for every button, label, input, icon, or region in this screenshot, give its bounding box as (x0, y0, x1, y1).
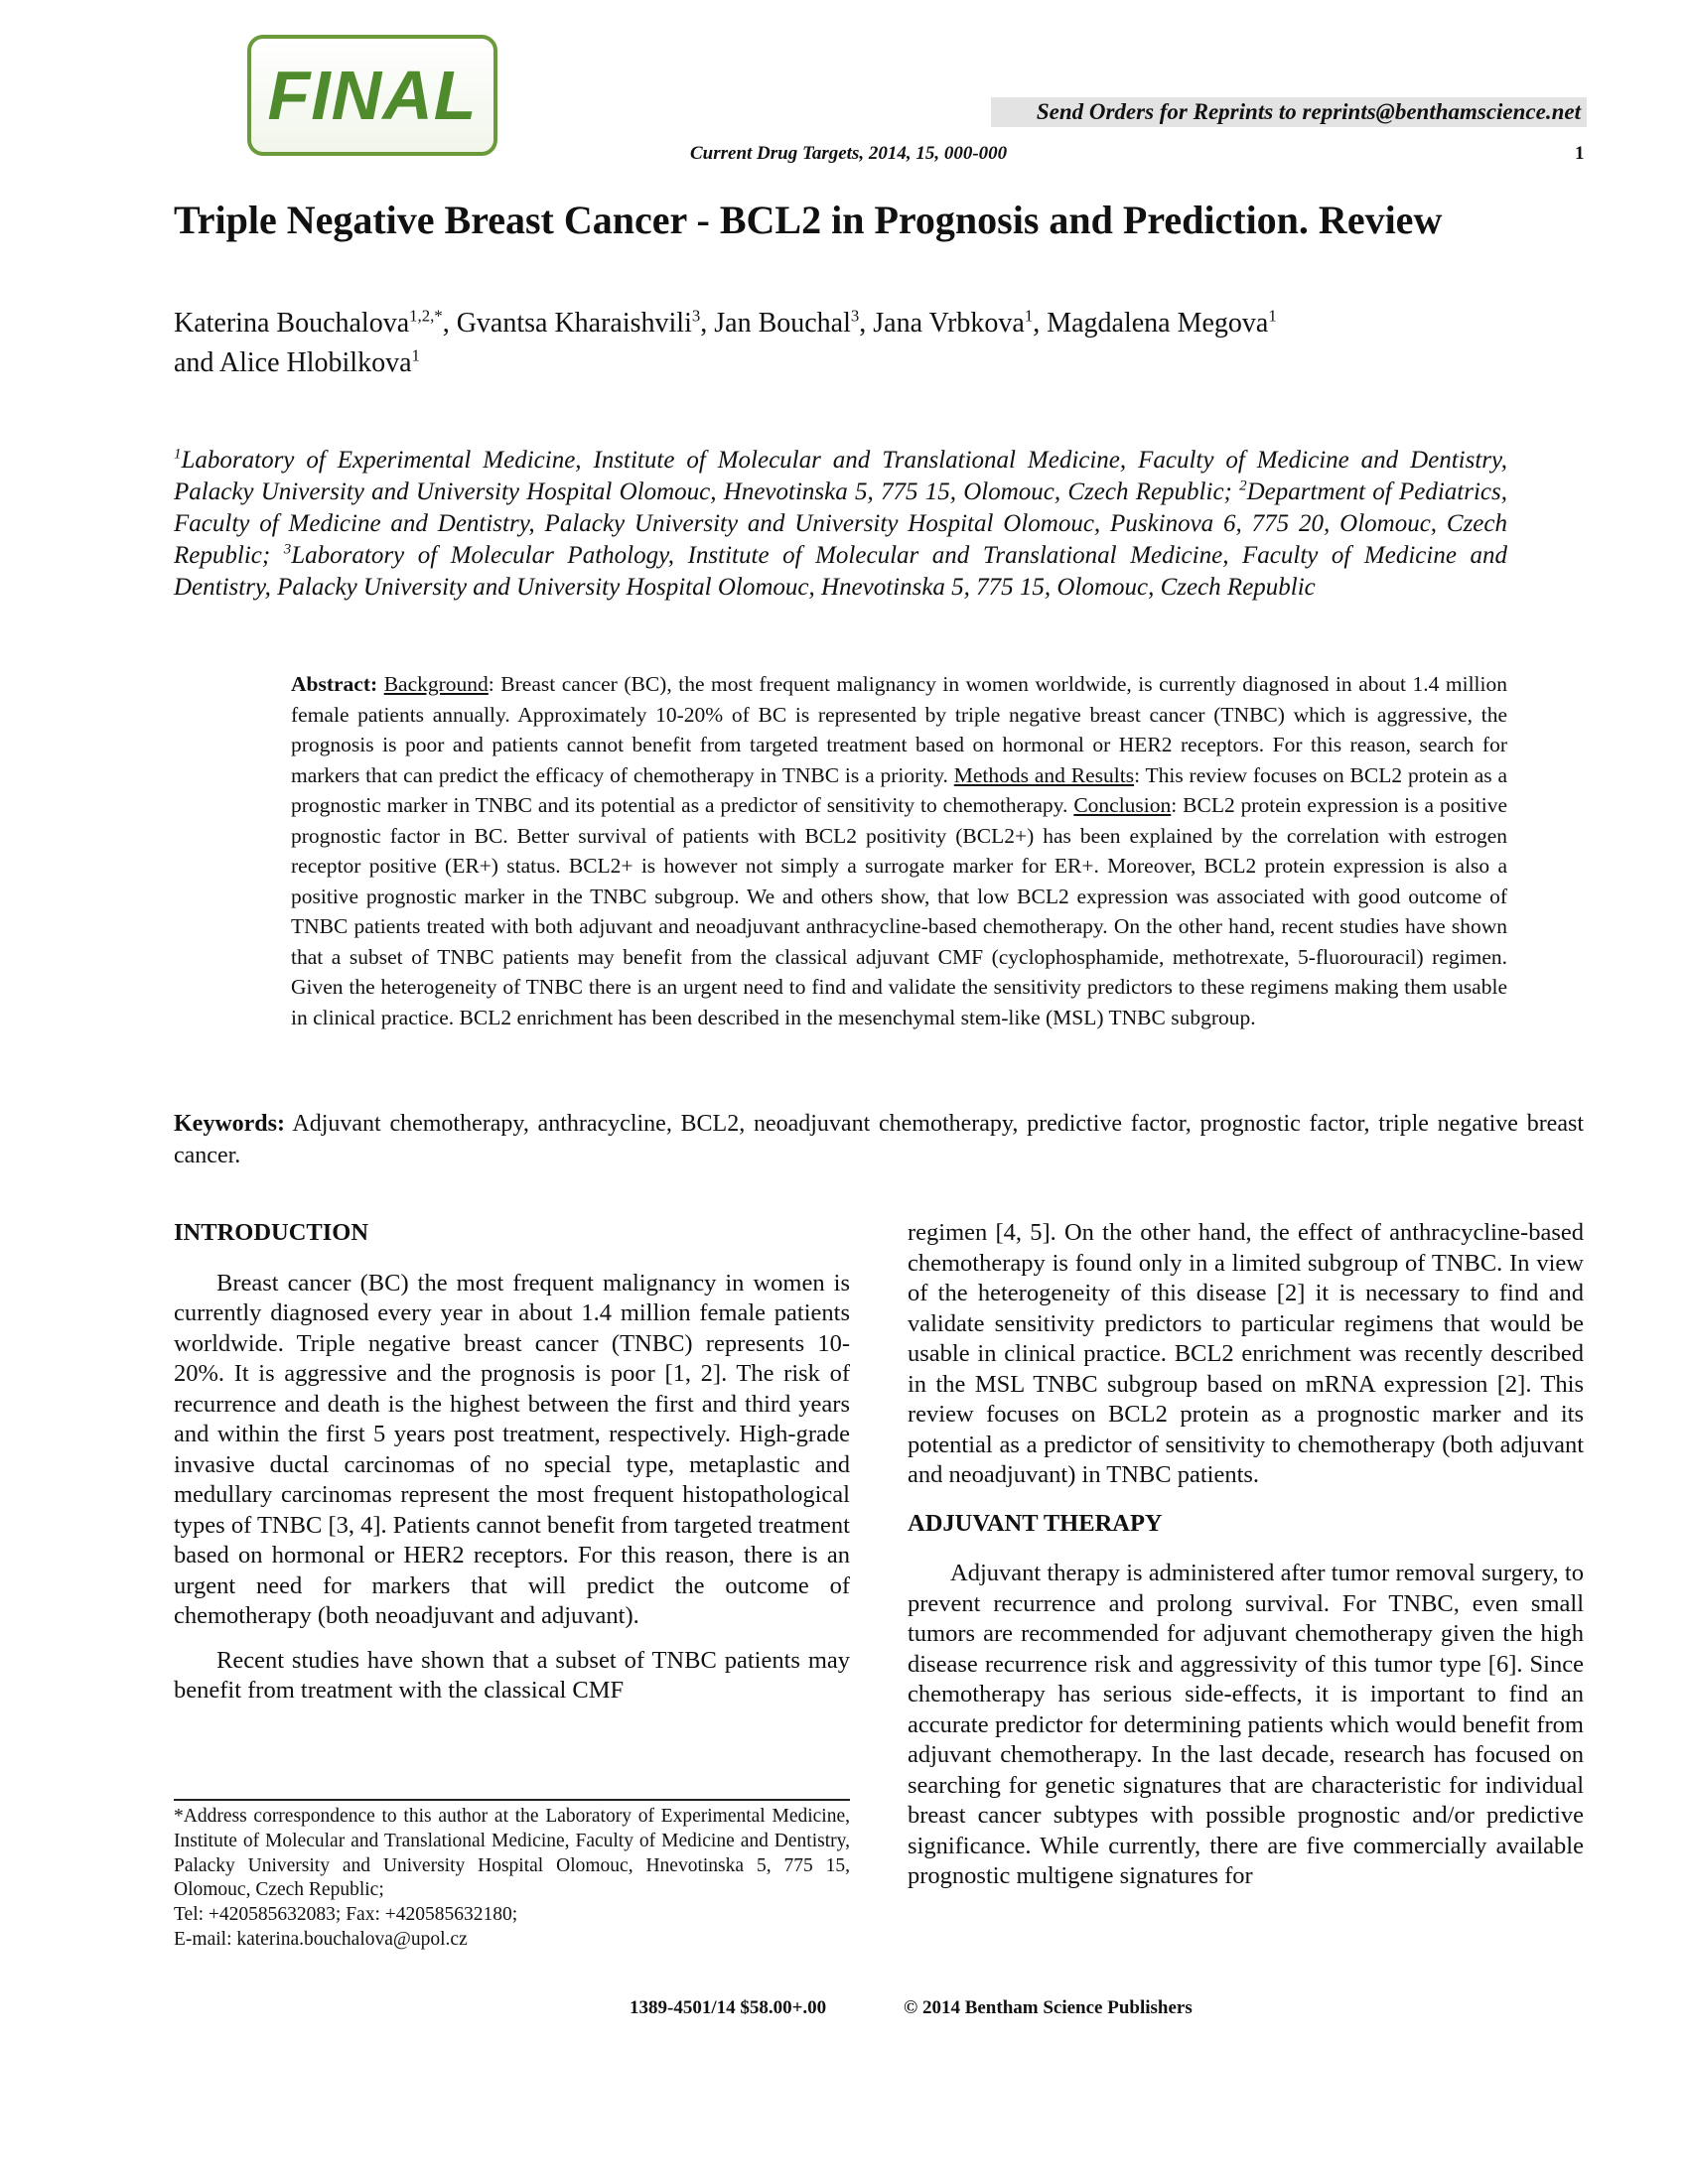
keywords (174, 1108, 1584, 1171)
author-name: Alice Hlobilkova (218, 347, 412, 378)
author-separator: , (859, 308, 874, 339)
reprints-banner: Send Orders for Reprints to reprints@benthamscience.net (991, 97, 1587, 127)
author-separator: , (1033, 308, 1048, 339)
final-logo (247, 35, 497, 156)
abstract-background-label: Background (383, 672, 489, 696)
author-affiliation-mark: 1,2,* (409, 306, 443, 326)
author-affiliation-mark: 1 (411, 345, 420, 365)
left-column (174, 1218, 850, 1706)
author-name: Katerina Bouchalova (174, 308, 410, 339)
affiliations (174, 445, 1507, 604)
correspondence-address: *Address correspondence to this author at the Laboratory of Experimental Medicine, Institute of Molecular and Translational Medicine, Faculty of Medicine and Dentistry, Palacky University and University Hospital Olomouc, Hnevotinska 5, 775 15, Olomouc, Czech Republic; (174, 1806, 850, 1901)
author-affiliation-mark: 1 (1268, 306, 1277, 326)
abstract (291, 669, 1507, 1032)
abstract-label: Abstract: (291, 672, 378, 696)
correspondence-footnote (174, 1805, 850, 1953)
article-title: Triple Negative Breast Cancer - BCL2 in Prognosis and Prediction. Review (174, 198, 1443, 242)
abstract-conclusion-text: : BCL2 protein expression is a positive prognostic factor in BC. Better survival of patients with BCL2 positivity (BCL2+) has been explained by the correlation with estrogen receptor positive (ER+) status. BCL2+ is however not simply a surrogate marker for ER+. Moreover, BCL2 protein expression is also a positive prognostic marker in the TNBC subgroup. We and others show, that low BCL2 expression was associated with good outcome of TNBC patients treated with both adjuvant and neoadjuvant anthracycline-based chemotherapy. On the other hand, recent studies have shown that a subset of TNBC patients may benefit from the classical adjuvant CMF (cyclophosphamide, methotrexate, 5-fluorouracil) regimen. Given the heterogeneity of TNBC there is an urgent need to find and validate the sensitivity predictors to these regimens making them usable in clinical practice. BCL2 enrichment has been described in the mesenchymal stem-like (MSL) TNBC subgroup. (291, 793, 1507, 1029)
author-affiliation-mark: 1 (1024, 306, 1034, 326)
body-paragraph: Recent studies have shown that a subset of TNBC patients may benefit from treatment with the classical CMF (174, 1646, 850, 1704)
author-list (174, 304, 1484, 383)
author-affiliation-mark: 3 (691, 306, 701, 326)
section-heading-introduction: INTRODUCTION (174, 1219, 369, 1246)
abstract-conclusion-label: Conclusion (1073, 793, 1172, 817)
body-paragraph: Breast cancer (BC) the most frequent malignancy in women is currently diagnosed every year in about 1.4 million female patients worldwide. Triple negative breast cancer (TNBC) represents 10-20%. It is aggressive and the prognosis is poor [1, 2]. The risk of recurrence and death is the highest between the first and third years and within the first 5 years post treatment, respectively. High-grade invasive ductal carcinomas of no special type, metaplastic and medullary carcinomas represent the most frequent histopathological types of TNBC [3, 4]. Patients cannot benefit from targeted treatment based on hormonal or HER2 receptors. For this reason, there is an urgent need for markers that will predict the outcome of chemotherapy (both neoadjuvant and adjuvant). (174, 1269, 850, 1629)
author-separator: and (174, 347, 219, 378)
right-column (908, 1218, 1584, 1892)
keywords-text: Adjuvant chemotherapy, anthracycline, BCL2, neoadjuvant chemotherapy, predictive factor, prognostic factor, triple negative breast cancer. (174, 1111, 1584, 1168)
affiliation-text: Department of Pediatrics, Faculty of Medicine and Dentistry, Palacky University and University Hospital Olomouc, Puskinova 6, 775 20, Olomouc, Czech Republic; (174, 478, 1507, 569)
affiliation-text: Laboratory of Experimental Medicine, Institute of Molecular and Translational Medicine, Faculty of Medicine and Dentistry, Palacky University and University Hospital Olomouc, Hnevotinska 5, 775 15, Olomouc, Czech Republic; (174, 447, 1507, 505)
footnote-divider (174, 1799, 850, 1801)
author-separator: , (700, 308, 715, 339)
abstract-methods-text: : This review focuses on BCL2 protein as a prognostic marker in TNBC and its potential as a predictor of sensitivity to chemotherapy. (291, 762, 1507, 817)
journal-citation: Current Drug Targets, 2014, 15, 000-000 (690, 143, 1008, 164)
affiliation-number: 3 (283, 541, 292, 558)
author-name: Gvantsa Kharaishvili (456, 308, 692, 339)
author-name: Jana Vrbkova (873, 308, 1025, 339)
author-name: Jan Bouchal (714, 308, 851, 339)
correspondence-email: E-mail: katerina.bouchalova@upol.cz (174, 1928, 468, 1950)
body-paragraph: regimen [4, 5]. On the other hand, the effect of anthracycline-based chemotherapy is found only in a limited subgroup of TNBC. In view of the heterogeneity of this disease [2] it is necessary to find and validate sensitivity predictors to particular regimens that would be usable in clinical practice. BCL2 enrichment was recently described in the MSL TNBC subgroup based on mRNA expression [2]. This review focuses on BCL2 protein as a prognostic marker and its potential as a predictor of sensitivity to chemotherapy (both adjuvant and neoadjuvant) in TNBC patients. (908, 1219, 1584, 1488)
page-number: 1 (1575, 143, 1585, 164)
affiliation-number: 1 (174, 446, 182, 463)
keywords-label: Keywords: (174, 1111, 285, 1137)
issn-price: 1389-4501/14 $58.00+.00 (630, 1997, 827, 2018)
body-paragraph: Adjuvant therapy is administered after tumor removal surgery, to prevent recurrence and prolong survival. For TNBC, even small tumors are recommended for adjuvant chemotherapy given the high disease recurrence risk and aggressivity of this tumor type [6]. Since chemotherapy has serious side-effects, it is important to find an accurate predictor for determining patients which would benefit from adjuvant chemotherapy. In the last decade, research has focused on searching for genetic signatures that are characteristic for individual breast cancer subtypes with possible prognostic and/or predictive significance. While currently, there are five commercially available prognostic multigene signatures for (908, 1560, 1584, 1889)
abstract-methods-label: Methods and Results (953, 762, 1135, 787)
section-heading-adjuvant-therapy: ADJUVANT THERAPY (908, 1509, 1163, 1537)
author-affiliation-mark: 3 (850, 306, 860, 326)
affiliation-text: Laboratory of Molecular Pathology, Institute of Molecular and Translational Medicine, Faculty of Medicine and Dentistry, Palacky University and University Hospital Olomouc, Hnevotinska 5, 775 15, Olomouc, Czech Republic (174, 542, 1507, 601)
author-separator: , (442, 308, 457, 339)
affiliation-number: 2 (1239, 478, 1247, 494)
copyright: © 2014 Bentham Science Publishers (904, 1997, 1193, 2018)
final-logo-text: FINAL (267, 57, 478, 134)
author-name: Magdalena Megova (1047, 308, 1269, 339)
abstract-background-text: : Breast cancer (BC), the most frequent malignancy in women worldwide, is currently diagnosed in about 1.4 million female patients annually. Approximately 10-20% of BC is represented by triple negative breast cancer (TNBC) which is aggressive, the prognosis is poor and patients cannot benefit from targeted treatment based on hormonal or HER2 receptors. For this reason, search for markers that can predict the efficacy of chemotherapy in TNBC is a priority. (291, 672, 1507, 787)
correspondence-phone: Tel: +420585632083; Fax: +420585632180; (174, 1904, 518, 1926)
